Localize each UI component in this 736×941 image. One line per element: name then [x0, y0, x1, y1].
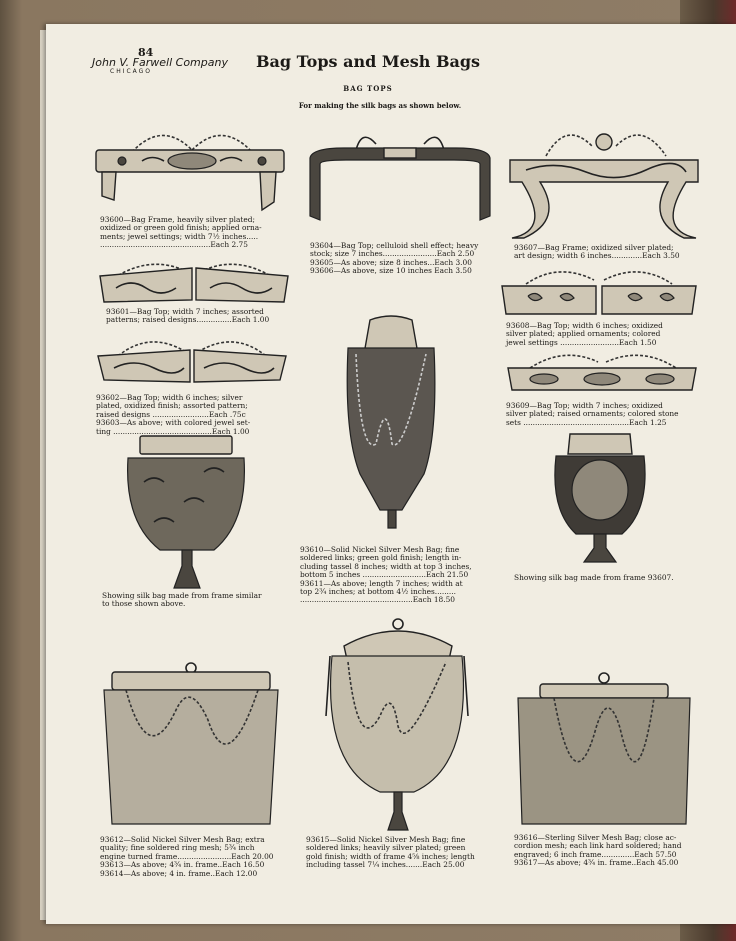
- mesh-bag-93616-illustration: [514, 668, 694, 828]
- mesh-bag-93610-illustration: [340, 314, 442, 542]
- page-number: 84: [138, 46, 154, 59]
- page-title: Bag Tops and Mesh Bags: [255, 52, 481, 71]
- bag-top-93609-illustration: [504, 346, 700, 400]
- bag-frame-93600-illustration: [92, 120, 287, 215]
- item-93602-description: 93602—Bag Top; width 6 inches; silver plated, oxidized finish; assorted pattern; raised designs ........................Each .75c 93603—As above; with colored jewel set- ting ..........................................Each 1.00: [96, 393, 251, 436]
- section-intro: For making the silk bags as shown below.: [298, 101, 462, 110]
- caption-right: Showing silk bag made from frame 93607.: [514, 573, 674, 582]
- item-93604-description: 93604—Bag Top; celluloid shell effect; heavy stock; size 7 inches.......................Each 2.50 93605—As above; size 8 inches...Each 3.00 93606—As above, size 10 inches Each 3.50: [310, 241, 479, 276]
- bag-top-93604-illustration: [304, 124, 496, 236]
- item-93607-description: 93607—Bag Frame; oxidized silver plated; art design; width 6 inches.............Each 3.50: [514, 243, 680, 261]
- section-subtitle: BAG TOPS: [343, 84, 393, 93]
- item-93609-description: 93609—Bag Top; width 7 inches; oxidized silver plated; raised ornaments; colored stone sets .............................................Each 1.25: [506, 401, 679, 427]
- item-93600-description: 93600—Bag Frame, heavily silver plated; oxidized or green gold finish; applied orna- ments; jewel settings; width 7½ inches..... ...............................................Each 2.75: [100, 215, 262, 250]
- bag-top-93608-illustration: [498, 262, 700, 320]
- item-93610-description: 93610—Solid Nickel Silver Mesh Bag; fine soldered links; green gold finish; length in- cluding tassel 8 inches; width at top 3 inches, bottom 5 inches ...........................Each 21.50 93611—As above; length 7 inches; width at top 2¾ inches; at bottom 4½ inches......... ................................................Each 18.50: [300, 545, 472, 605]
- silk-bag-right-illustration: [550, 430, 650, 568]
- item-93601-description: 93601—Bag Top; width 7 inches; assorted patterns; raised designs...............Each 1.00: [106, 307, 270, 325]
- bag-top-93601-illustration: [96, 254, 292, 306]
- item-93616-description: 93616—Sterling Silver Mesh Bag; close ac- cordion mesh; each link hard soldered; hand engraved; 6 inch frame..............Each 57.50 93617—As above; 4¾ in. frame..Each 45.00: [514, 833, 682, 868]
- item-93612-description: 93612—Solid Nickel Silver Mesh Bag; extra quality; fine soldered ring mesh; 5¾ inch engine turned frame.......................Each 20.00 93613—As above; 4¾ in. frame..Each 16.50 93614—As above; 4 in. frame..Each 12.00: [100, 835, 274, 878]
- mesh-bag-93612-illustration: [98, 660, 284, 828]
- item-93615-description: 93615—Solid Nickel Silver Mesh Bag; fine soldered links; heavily silver plated; green gold finish; width of frame 4⅝ inches; length including tassel 7¼ inches.......Each 25.00: [306, 835, 475, 870]
- company-name: John V. Farwell Company: [92, 56, 228, 69]
- caption-left: Showing silk bag made from frame similar to those shown above.: [102, 591, 262, 609]
- bag-frame-93607-illustration: [506, 120, 702, 242]
- silk-bag-left-illustration: [124, 432, 248, 592]
- item-93608-description: 93608—Bag Top; width 6 inches; oxidized silver plated; applied ornaments; colored jewel settings .........................Each 1.50: [506, 321, 663, 347]
- company-city: CHICAGO: [110, 68, 153, 75]
- bag-top-93602-illustration: [94, 330, 290, 386]
- mesh-bag-93615-illustration: [318, 616, 476, 834]
